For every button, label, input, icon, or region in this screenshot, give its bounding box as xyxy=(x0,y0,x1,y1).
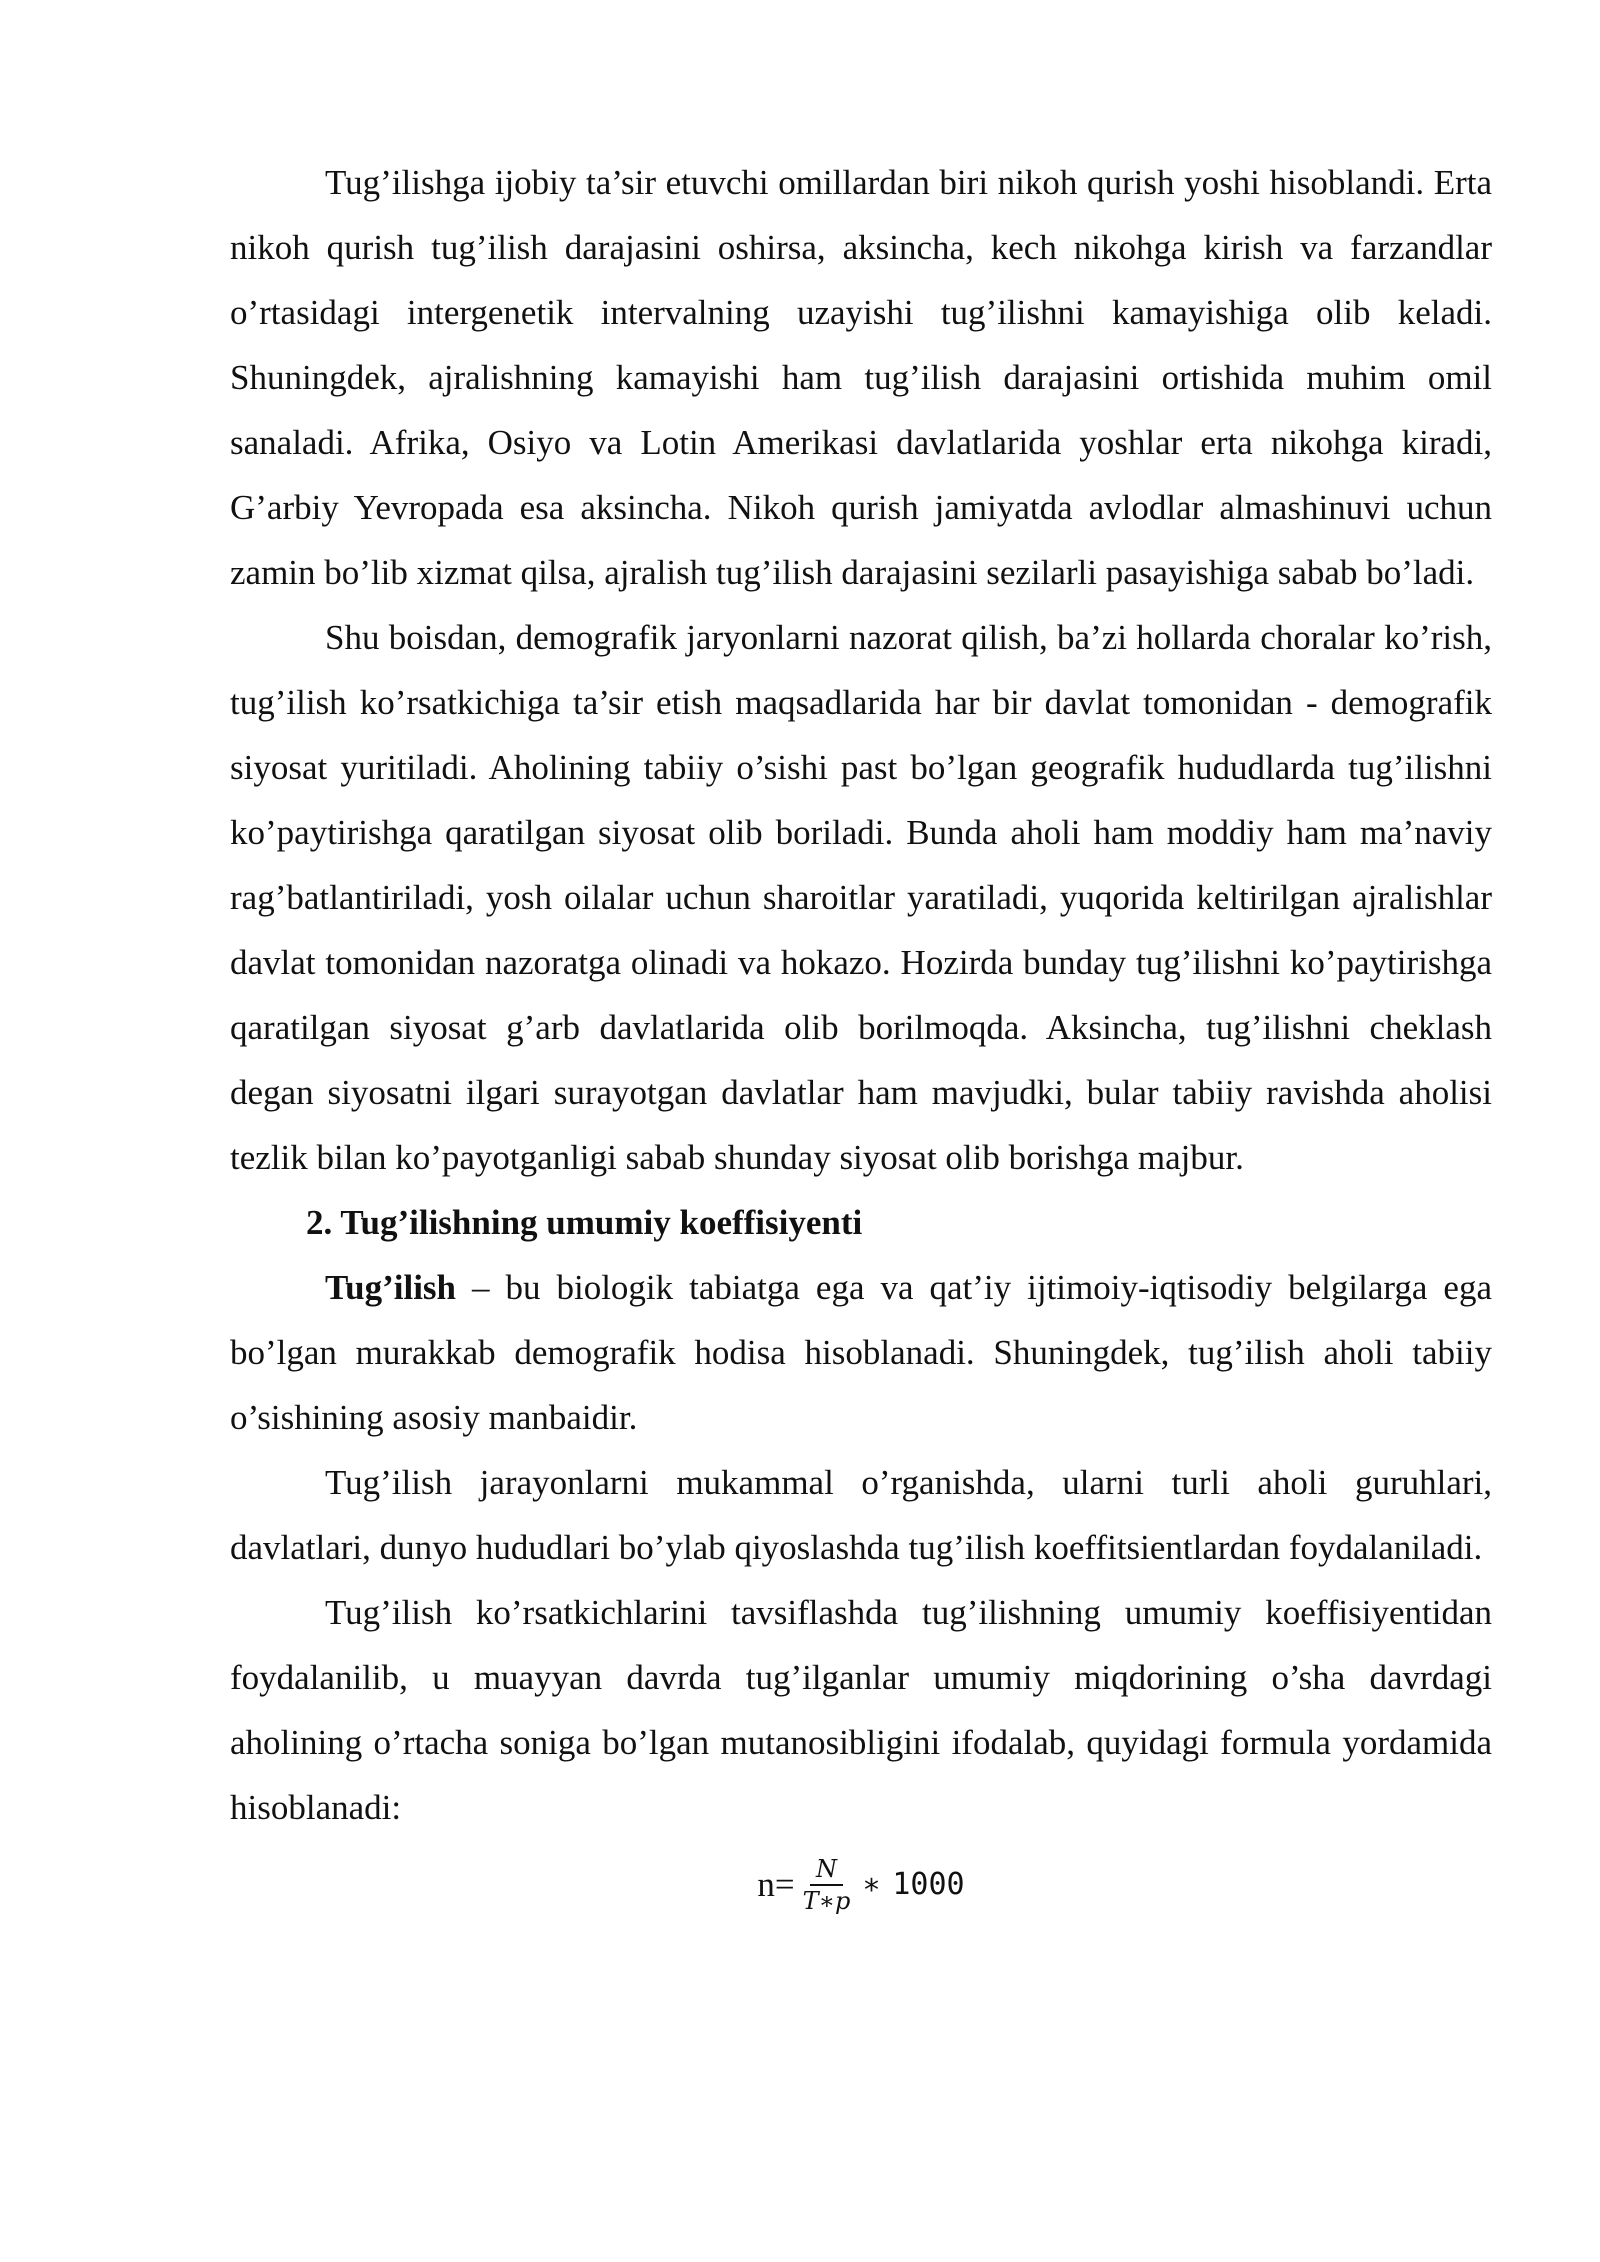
section-heading: 2. Tug’ilishning umumiy koeffisiyenti xyxy=(306,1203,863,1242)
paragraph-coefficients: Tug’ilish jarayonlarni mukammal o’rganishda, ularni turli aholi guruhlari, davlatlari, dunyo hududlari bo’ylab qiyoslashda tug’ilish koeffitsientlardan foydalaniladi. xyxy=(230,1463,1492,1567)
formula-denominator: T∗p xyxy=(802,1887,851,1915)
document-page xyxy=(230,150,1492,1916)
formula-multiplier: 1000 xyxy=(892,1867,965,1902)
bold-term: Tug’ilish xyxy=(325,1268,457,1307)
birth-rate-formula xyxy=(230,1854,1492,1916)
definition-text: – bu biologik tabiatga ega va qat’iy ijtimoiy-iqtisodiy belgilarga ega bo’lgan murakkab demografik hodisa hisoblanadi. Shuningdek, tug’ilish aholi tabiiy o’sishining asosiy manbaidir. xyxy=(230,1268,1492,1437)
formula-operator: ∗ xyxy=(862,1867,881,1902)
paragraph-marriage-age: Tug’ilishga ijobiy ta’sir etuvchi omillardan biri nikoh qurish yoshi hisoblandi. Erta nikoh qurish tug’ilish darajasini oshirsa, aksincha, kech nikohga kirish va farzandlar o’rtasidagi intergenetik intervalning uzayishi tug’ilishni kamayishiga olib keladi. Shuningdek, ajralishning kamayishi ham tug’ilish darajasini ortishida muhim omil sanaladi. Afrika, Osiyo va Lotin Amerikasi davlatlarida yoshlar erta nikohga kiradi, G’arbiy Yevropada esa aksincha. Nikoh qurish jamiyatda avlodlar almashinuvi uchun zamin bo’lib xizmat qilsa, ajralish tug’ilish darajasini sezilarli pasayishiga sabab bo’ladi. xyxy=(230,163,1492,592)
paragraph-formula-intro: Tug’ilish ko’rsatkichlarini tavsiflashda tug’ilishning umumiy koeffisiyentidan foydalanilib, u muayyan davrda tug’ilganlar umumiy miqdorining o’sha davrdagi aholining o’rtacha soniga bo’lgan mutanosibligini ifodalab, quyidagi formula yordamida hisoblanadi: xyxy=(230,1593,1492,1827)
paragraph-demographic-policy: Shu boisdan, demografik jaryonlarni nazorat qilish, ba’zi hollarda choralar ko’rish, tug’ilish ko’rsatkichiga ta’sir etish maqsadlarida har bir davlat tomonidan - demografik siyosat yuritiladi. Aholining tabiiy o’sishi past bo’lgan geografik hududlarda tug’ilishni ko’paytirishga qaratilgan siyosat olib boriladi. Bunda aholi ham moddiy ham ma’naviy rag’batlantiriladi, yosh oilalar uchun sharoitlar yaratiladi, yuqorida keltirilgan ajralishlar davlat tomonidan nazoratga olinadi va hokazo. Hozirda bunday tug’ilishni ko’paytirishga qaratilgan siyosat g’arb davlatlarida olib borilmoqda. Aksincha, tug’ilishni cheklash degan siyosatni ilgari surayotgan davlatlar ham mavjudki, bular tabiiy ravishda aholisi tezlik bilan ko’payotganligi sabab shunday siyosat olib borishga majbur. xyxy=(230,618,1492,1177)
paragraph-birth-definition xyxy=(230,1255,1492,1450)
formula-fraction xyxy=(797,1854,857,1916)
formula-lhs: n= xyxy=(757,1865,795,1904)
formula-numerator: N xyxy=(810,1854,843,1886)
